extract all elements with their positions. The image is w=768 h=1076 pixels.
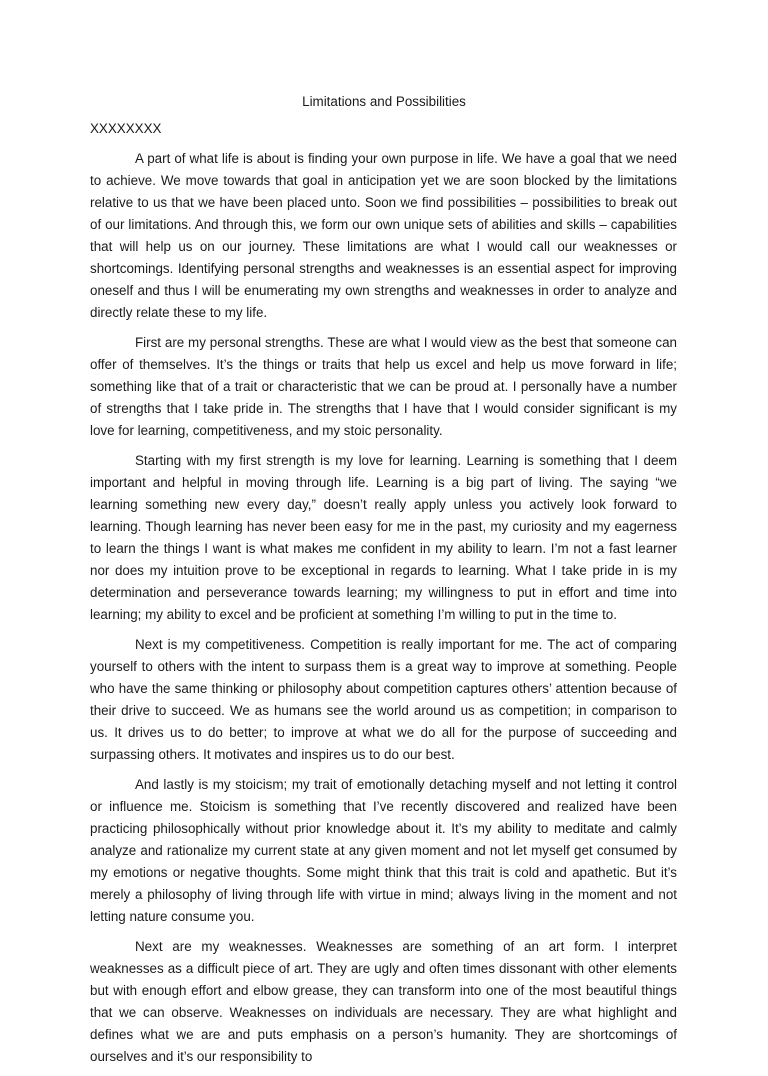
paragraph-intro: A part of what life is about is finding your own purpose in life. We have a goal that we need to achieve. We move towards that goal in anticipation yet we are soon blocked by the limitations relative to us that we have been placed unto. Soon we find possibilities – possibilities to break out of our limitations. And through this, we form our own unique sets of abilities and skills – capabilities that will help us on our journey. These limitations are what I would call our weaknesses or shortcomings. Identifying personal strengths and weaknesses is an essential aspect for improving oneself and thus I will be enumerating my own strengths and weaknesses in order to analyze and directly relate these to my life. xyxy=(90,151,677,320)
author-name: XXXXXXXX xyxy=(90,121,162,136)
paragraph-competitiveness: Next is my competitiveness. Competition is really important for me. The act of comparing yourself to others with the intent to surpass them is a great way to improve at something. People who have the same thinking or philosophy about competition captures others’ attention because of their drive to succeed. We as humans see the world around us as competition; in comparison to us. It drives us to do better; to improve at what we do all for the purpose of succeeding and surpassing others. It motivates and inspires us to do our best. xyxy=(90,637,677,762)
paragraph-learning: Starting with my first strength is my love for learning. Learning is something that I deem important and helpful in moving through life. Learning is a big part of living. The saying “we learning something new every day,” doesn’t really apply unless you actively look forward to learning. Though learning has never been easy for me in the past, my curiosity and my eagerness to learn the things I want is what makes me confident in my ability to learn. I’m not a fast learner nor does my intuition prove to be exceptional in regards to learning. What I take pride in is my determination and perseverance towards learning; my willingness to put in effort and time into learning; my ability to excel and be proficient at something I’m willing to put in the time to. xyxy=(90,453,677,622)
paragraph-weaknesses: Next are my weaknesses. Weaknesses are something of an art form. I interpret weaknesses as a difficult piece of art. They are ugly and often times dissonant with other elements but with enough effort and elbow grease, they can transform into one of the most beautiful things that we can observe. Weaknesses on individuals are necessary. They are what highlight and defines what we are and puts emphasis on a person’s humanity. They are shortcomings of ourselves and it’s our responsibility to xyxy=(90,939,677,1064)
paragraph-stoicism: And lastly is my stoicism; my trait of emotionally detaching myself and not letting it control or influence me. Stoicism is something that I’ve recently discovered and realized have been practicing philosophically without prior knowledge about it. It’s my ability to meditate and calmly analyze and rationalize my current state at any given moment and not let myself get consumed by my emotions or negative thoughts. Some might think that this trait is cold and apathetic. But it’s merely a philosophy of living through life with virtue in mind; always living in the moment and not letting nature consume you. xyxy=(90,777,677,924)
document-body xyxy=(90,148,677,1076)
paragraph-strengths: First are my personal strengths. These are what I would view as the best that someone can offer of themselves. It’s the things or traits that help us excel and help us move forward in life; something like that of a trait or characteristic that we can be proud at. I personally have a number of strengths that I take pride in. The strengths that I have that I would consider significant is my love for learning, competitiveness, and my stoic personality. xyxy=(90,335,677,438)
document-title: Limitations and Possibilities xyxy=(302,94,466,109)
